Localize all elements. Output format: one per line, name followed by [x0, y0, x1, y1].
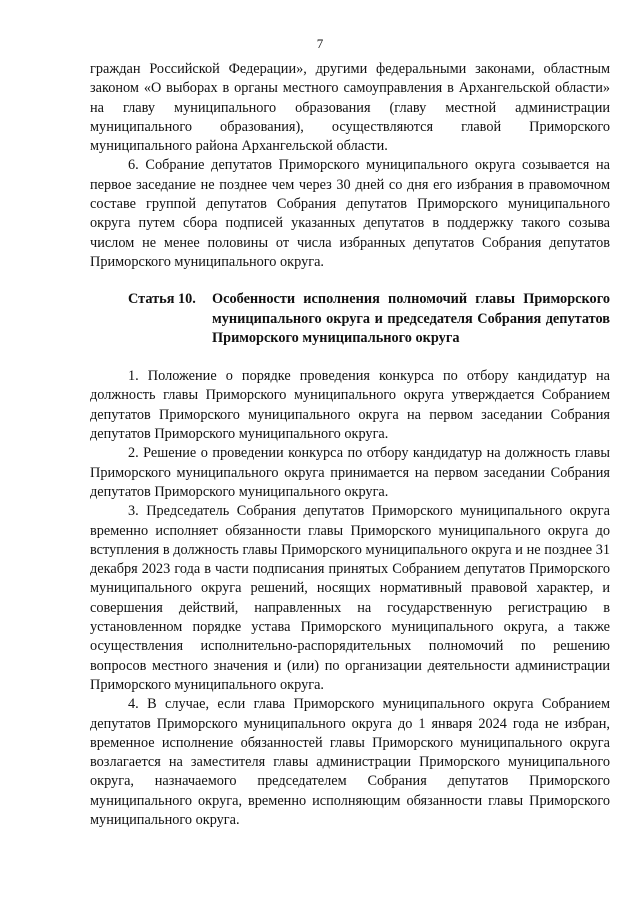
- page-number: 7: [316, 36, 324, 51]
- paragraph-item-2: 2. Решение о проведении конкурса по отбору кандидатур на должность главы Приморского муниципального округа принимается на первом заседании Собрания депутатов Приморского муниципального округа.: [90, 445, 610, 500]
- paragraph-item-4: 4. В случае, если глава Приморского муниципального округа Собранием депутатов Приморского муниципального округа до 1 января 2024 года не избран, временное исполнение обязанностей главы Приморского муниципального округа возлагается на заместителя главы администрации Приморского муниципального округа, назначаемого председателем Собрания депутатов Приморского муниципального округа, временно исполняющим обязанности главы Приморского муниципального округа.: [90, 696, 610, 828]
- paragraph-item-6: 6. Собрание депутатов Приморского муниципального округа созывается на первое заседание не позднее чем через 30 дней со дня его избрания в правомочном составе группой депутатов Собрания депутатов Приморского муниципального округа путем сбора подписей указанных депутатов в поддержку такого созыва числом не менее половины от числа избранных депутатов Собрания депутатов Приморского муниципального округа.: [90, 157, 610, 270]
- article-number: Статья 10.: [128, 291, 196, 308]
- article-title: Особенности исполнения полномочий главы Приморского муниципального округа и председателя Собрания депутатов Приморского муниципального округа: [212, 291, 610, 346]
- paragraph-item-3: 3. Председатель Собрания депутатов Приморского муниципального округа временно исполняет обязанности главы Приморского муниципального округа до вступления в должность главы Приморского муниципального округа и не позднее 31 декабря 2023 года в части подписания принятых Собранием депутатов Приморского муниципального округа решений, носящих нормативный правовой характер, и совершения действий, направленных на государственную регистрацию в установленном порядке устава Приморского муниципального округа, а также осуществления исполнительно-распорядительных полномочий по решению вопросов местного значения и (или) по организации деятельности администрации Приморского муниципального округа.: [90, 503, 610, 693]
- paragraph-continuation: граждан Российской Федерации», другими федеральными законами, областным законом «О выборах в органы местного самоуправления в Архангельской области» на главу муниципального образования (главу местной администрации муниципального образования), осуществляются главой Приморского муниципального района Архангельской области.: [90, 61, 610, 155]
- document-body: [90, 60, 610, 830]
- article-heading: [90, 290, 610, 348]
- paragraph-item-1: 1. Положение о порядке проведения конкурса по отбору кандидатур на должность главы Приморского муниципального округа утверждается Собранием депутатов Приморского муниципального округа на первом заседании Собрания депутатов Приморского муниципального округа.: [90, 368, 610, 443]
